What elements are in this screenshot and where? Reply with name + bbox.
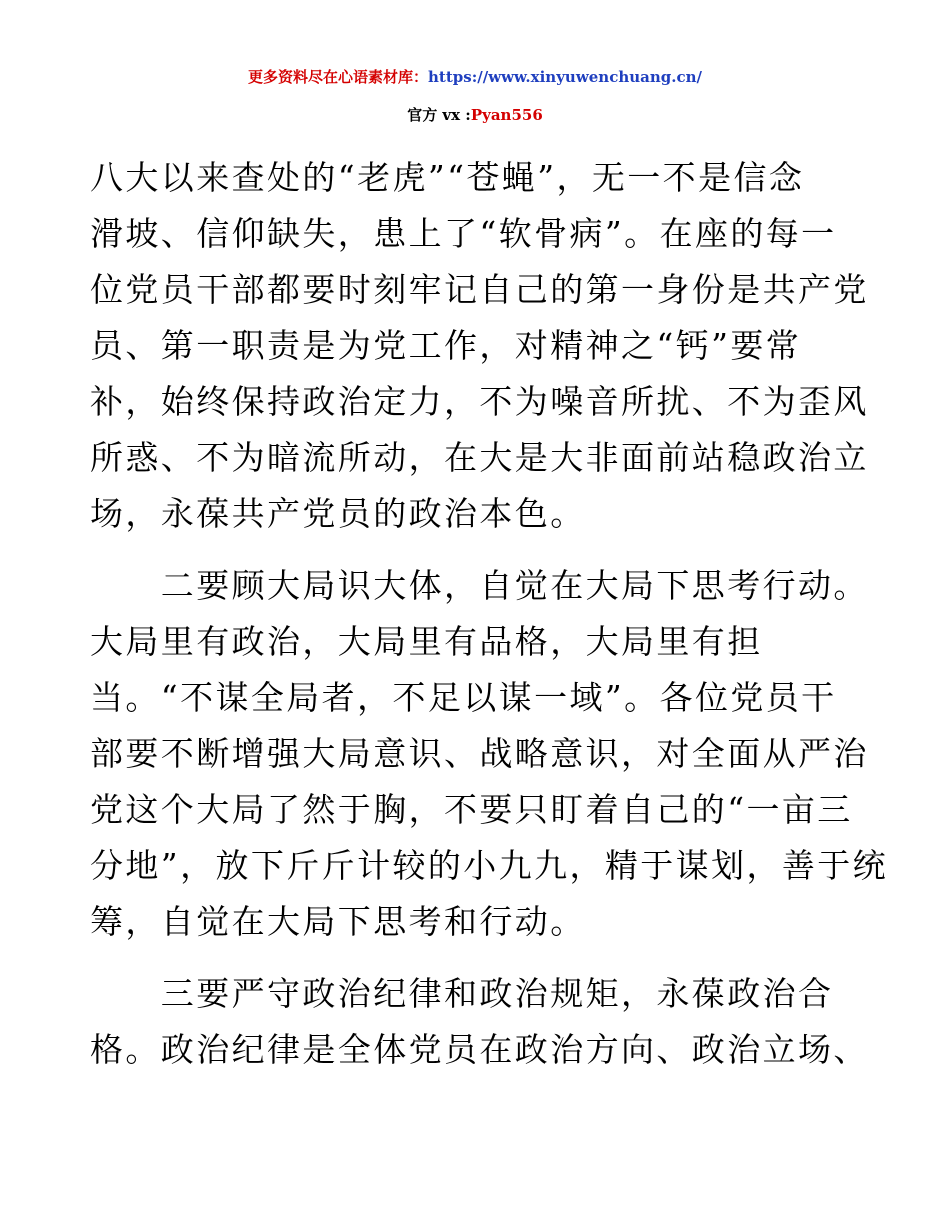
- body-line: 位党员干部都要时刻牢记自己的第一身份是共产党: [90, 270, 869, 309]
- body-line: 三要严守政治纪律和政治规矩，永葆政治合: [90, 974, 834, 1013]
- header-source-url[interactable]: https://www.xinyuwenchuang.cn/: [428, 68, 702, 86]
- header-wechat-label: 官方 vx :: [407, 106, 471, 124]
- header-source-line: [0, 66, 950, 88]
- body-line: 所惑、不为暗流所动，在大是大非面前站稳政治立: [90, 438, 869, 477]
- body-line: 部要不断增强大局意识、战略意识，对全面从严治: [90, 734, 869, 773]
- body-line: 党这个大局了然于胸，不要只盯着自己的“一亩三: [90, 790, 853, 829]
- body-line: 分地”，放下斤斤计较的小九九，精于谋划，善于统: [90, 846, 889, 885]
- body-line: 员、第一职责是为党工作，对精神之“钙”要常: [90, 326, 802, 365]
- body-line: 当。“不谋全局者，不足以谋一域”。各位党员干: [90, 678, 837, 717]
- body-line: 筹，自觉在大局下思考和行动。: [90, 902, 586, 941]
- body-line: 补，始终保持政治定力，不为噪音所扰、不为歪风: [90, 382, 869, 421]
- header-source-label: 更多资料尽在心语素材库：: [248, 68, 429, 86]
- header-wechat-id: Pyan556: [470, 106, 543, 124]
- body-line: 滑坡、信仰缺失，患上了“软骨病”。在座的每一: [90, 214, 837, 253]
- body-line: 场，永葆共产党员的政治本色。: [90, 494, 586, 533]
- body-line: 二要顾大局识大体，自觉在大局下思考行动。: [90, 566, 869, 605]
- body-line: 大局里有政治，大局里有品格，大局里有担: [90, 622, 763, 661]
- body-line: 八大以来查处的“老虎”“苍蝇”，无一不是信念: [90, 158, 805, 197]
- header-wechat-line: [0, 104, 950, 126]
- body-line: 格。政治纪律是全体党员在政治方向、政治立场、: [90, 1030, 869, 1069]
